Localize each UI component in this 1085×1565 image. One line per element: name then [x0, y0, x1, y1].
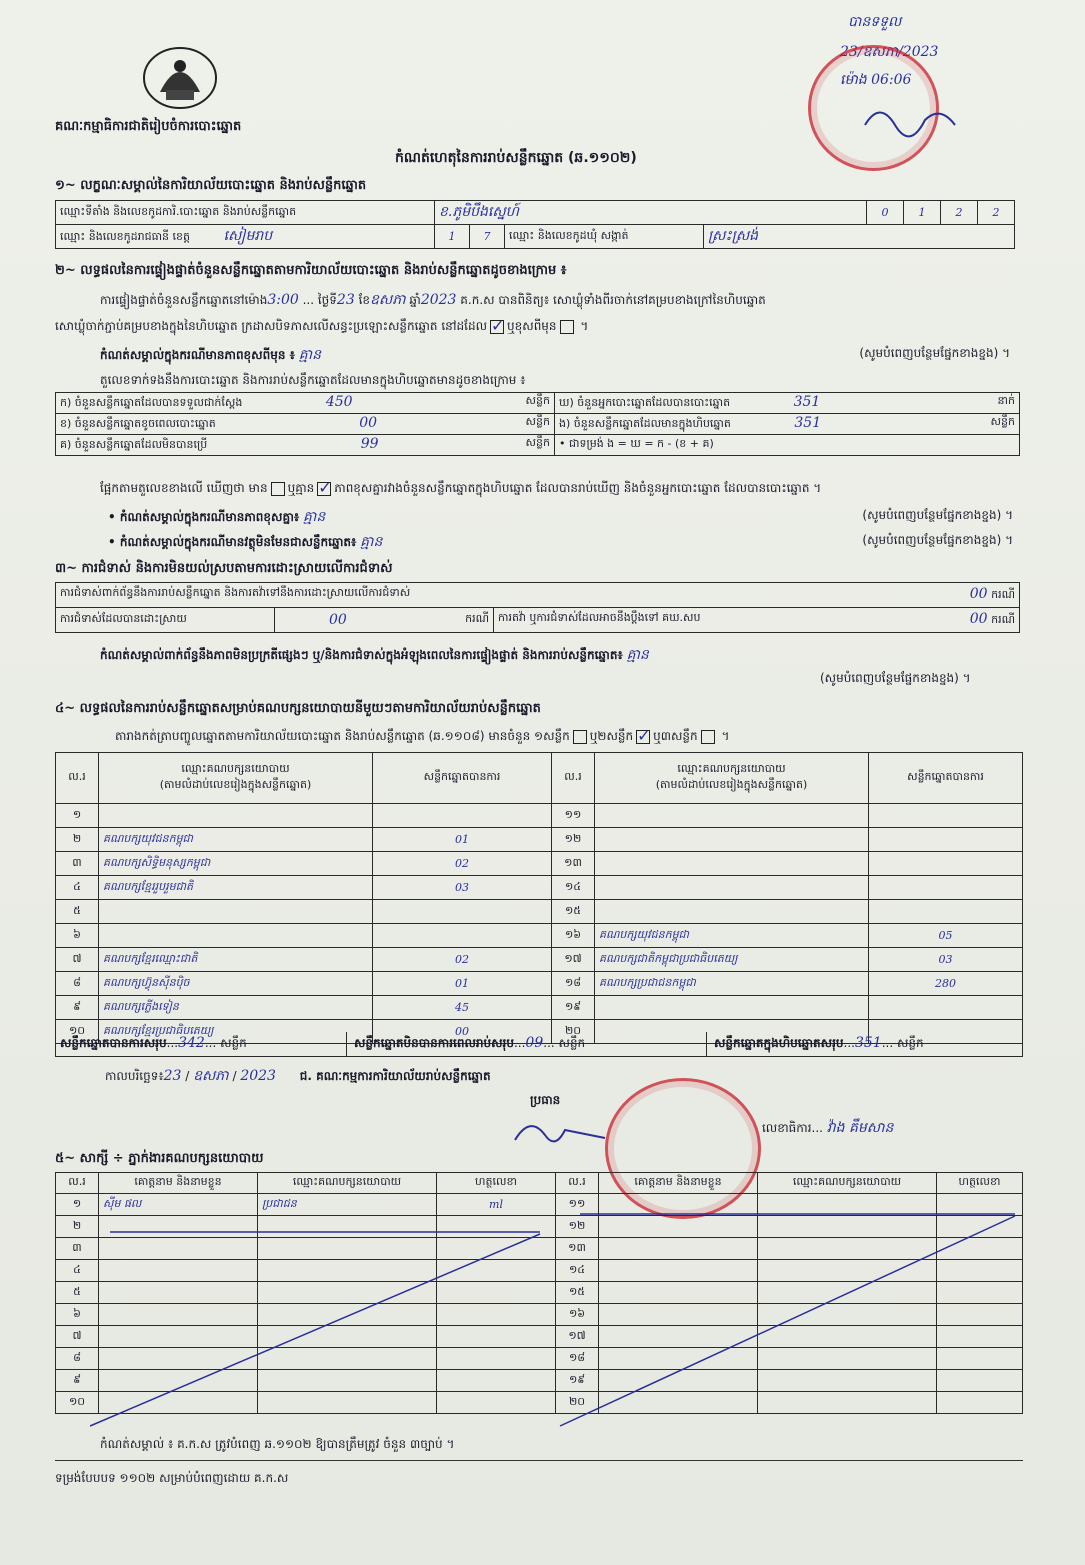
row-number: ១៣ [552, 852, 595, 876]
secretary-name: វ៉ាង គឹមសាន [826, 1120, 894, 1136]
row-number: ១១ [552, 804, 595, 828]
party-name [99, 804, 373, 828]
irregularity-note-value: គ្មាន [626, 647, 649, 663]
total-box-value: 351 [854, 1035, 882, 1051]
verify-line-2: សោឃ្លុំចាក់ភ្ជាប់គម្របខាងក្នុងនៃហិបឆ្នោត ក្រដាសបិទភាសលើសន្ធះប្រឡោះសន្លឹកឆ្នោត នៅដដែល✓ ឬខុសពីមុន ។ [55, 318, 1015, 336]
witness-party: ប្រជាជន [258, 1194, 437, 1216]
section4-heading: ៤~ លទ្ធផលនៃការរាប់សន្លឹកឆ្នោតសម្រាប់គណបក្សនយោបាយនីមួយៗតាមការិយាល័យរាប់សន្លឹកឆ្នោត [55, 701, 541, 716]
province-label: ឈ្មោះ និងលេខកូដរាជធានី ខេត្ត សៀមរាប [56, 225, 435, 249]
party-name [595, 852, 869, 876]
valid-votes [869, 828, 1023, 852]
location-value: ខ.ភូមិបឹងស្នេហ៍ [435, 201, 867, 225]
row-number: ១៣ [556, 1238, 599, 1260]
table-row [56, 996, 1023, 1020]
witness-signature: ml [437, 1194, 556, 1216]
row-number: ៣ [56, 852, 99, 876]
table-row [56, 876, 1023, 900]
chair-label: ប្រធាន [530, 1093, 561, 1107]
table-row [56, 852, 1023, 876]
party-name [595, 876, 869, 900]
valid-votes: 05 [869, 924, 1023, 948]
party-name [99, 924, 373, 948]
row-number: ១៩ [556, 1370, 599, 1392]
row-number: ១០ [56, 1020, 99, 1044]
valid-votes [869, 996, 1023, 1020]
date-line: កាលបរិច្ឆេទ៖23 / ឧសភា / 2023 ជ. គណៈកម្មការការិយាល័យរាប់សន្លឹកឆ្នោត [105, 1068, 491, 1084]
row-number: ៩ [56, 996, 99, 1020]
party-name [595, 996, 869, 1020]
no-difference-checkbox [317, 482, 331, 496]
footnote: កំណត់សម្គាល់ ៖ គ.ក.ស ត្រូវបំពេញ ឆ.១១០២ ឱ្យបានត្រឹមត្រូវ ចំនួន ៣ច្បាប់ ។ [100, 1437, 455, 1451]
fill-hint: (សូមបំពេញបន្ថែមផ្នែកខាងខ្នង) ។ [820, 671, 971, 685]
two-sheets-checkbox [636, 730, 650, 744]
form-title: កំណត់ហេតុនៃការរាប់សន្លឹកឆ្នោត (ឆ.១១០២) [395, 150, 637, 166]
province-value: សៀមរាប [223, 228, 273, 244]
party-name: គណបក្សជាតិកម្ពុជាប្រជាធិបតេយ្យ [595, 948, 869, 972]
section3-heading: ៣~ ការជំទាស់ និងការមិនយល់ស្របតាមការដោះស្រាយលើការជំទាស់ [55, 561, 393, 576]
valid-votes: 01 [373, 828, 552, 852]
table-row: ការជំទាស់ដែលបានដោះស្រាយ 00 ករណី ការតវ៉ា ឬការជំទាស់ដែលអាចនឹងប្តឹងទៅ គឃ.សប 00 ករណី [56, 608, 1020, 633]
results-table: ល.រ ឈ្មោះគណបក្សនយោបាយ (តាមលំដាប់លេខរៀងក្នុងសន្លឹកឆ្នោត) សន្លឹកឆ្នោតបានការ ល.រ ឈ្មោះគណបក្សនយោបាយ (តាមលំដាប់លេខរៀងក្នុងសន្លឹកឆ្នោត) សន្លឹកឆ្នោតបានការ ១ ១១ ២ គណបក្សយុវជនកម្ពុជា 01 ១២ ៣ គណបក្សសិទ្ធិមនុស្សកម្ពុជា 02 ១៣ ៤ គណបក្សខ្មែររួបរួមជាតិ 03 ១៤ ៥ ១៥ ៦ ១៦ គណបក្សយុវជនកម្ពុជា 05 ៧ គណបក្សខ្មែរឈ្មោះជាតិ 02 ១៧ គណបក្សជាតិកម្ពុជាប្រជាធិបតេយ្យ 03 ៨ គណបក្សហ៊្វុនស៊ីនប៉ិច 01 ១៨ គណបក្សប្រជាជនកម្ពុជា 280 ៩ គណបក្សភ្លើងទៀន 45 ១៩ ១០ គណបក្សខ្មែរប្រជាធិបតេយ្យ 00 ២០ [55, 752, 1023, 1044]
row-number: ៩ [56, 1370, 99, 1392]
row-number: ១៥ [556, 1282, 599, 1304]
row-number: ១៤ [556, 1260, 599, 1282]
row-number: ១ [56, 1194, 99, 1216]
party-name [595, 828, 869, 852]
witness-name: ស៊ីម ផល [99, 1194, 258, 1216]
total-invalid-value: 09 [525, 1035, 544, 1051]
figures-intro: តួលេខទាក់ទងនឹងការបោះឆ្នោត និងការរាប់សន្លឹកឆ្នោតដែលមានក្នុងហិបឆ្នោតមានដូចខាងក្រោម ៖ [100, 373, 526, 387]
complaints-value: 00 [969, 586, 988, 602]
row-number: ១០ [56, 1392, 99, 1414]
secretary-line: លេខាធិការ... វ៉ាង គឹមសាន [762, 1120, 894, 1136]
row-number: ១៤ [552, 876, 595, 900]
row-number: ៤ [56, 876, 99, 900]
valid-votes [869, 852, 1023, 876]
three-sheets-checkbox [701, 730, 715, 744]
signature-top [860, 95, 960, 145]
row-number: ៤ [56, 1260, 99, 1282]
row-number: ៥ [56, 1282, 99, 1304]
table-row: ខ) ចំនួនសន្លឹកឆ្នោតខូចពេលបោះឆ្នោត 00 សន្លឹក ង) ចំនួនសន្លឹកឆ្នោតដែលមានក្នុងហិបឆ្នោត 351 សន្លឹក [56, 414, 1020, 435]
code-digit: 2 [978, 201, 1015, 225]
party-name: គណបក្សភ្លើងទៀន [99, 996, 373, 1020]
verify-day: 23 [336, 292, 355, 308]
row-number: ២ [56, 828, 99, 852]
verify-year: 2023 [420, 292, 457, 308]
one-sheet-checkbox [573, 730, 587, 744]
row-number: ១ [56, 804, 99, 828]
row-number: ១៨ [556, 1348, 599, 1370]
valid-votes: 03 [373, 876, 552, 900]
has-difference-checkbox [271, 482, 285, 496]
party-name: គណបក្សយុវជនកម្ពុជា [99, 828, 373, 852]
received-ballots-value: 450 [325, 394, 353, 410]
form-footer: ទម្រង់បែបបទ ១១០២ សម្រាប់បំពេញដោយ គ.ក.ស [55, 1471, 289, 1485]
unused-ballots-value: 99 [360, 436, 379, 452]
section2-heading: ២~ លទ្ធផលនៃការផ្ទៀងផ្ទាត់ចំនួនសន្លឹកឆ្នោតតាមការិយាល័យបោះឆ្នោត និងរាប់សន្លឹកឆ្នោតដូចខាងក្រោម ៖ [55, 263, 567, 278]
complaints-table [55, 582, 1020, 633]
party-name [595, 900, 869, 924]
row-number: ១៦ [556, 1304, 599, 1326]
verify-note-value: គ្មាន [298, 347, 321, 363]
province-code-digit: 7 [470, 225, 505, 249]
party-name [99, 900, 373, 924]
commune-value: ស្រះស្រង់ [704, 225, 1015, 249]
row-number: ១៧ [556, 1326, 599, 1348]
row-number: ១៩ [552, 996, 595, 1020]
row-number: ៣ [56, 1238, 99, 1260]
difference-line: ផ្អែកតាមតួលេខខាងលើ ឃើញថា មាន ឬគ្មាន✓ ភាពខុសគ្នារវាងចំនួនសន្លឹកឆ្នោតក្នុងហិបឆ្នោត ដែលបានរាប់ឃើញ និងចំនួនអ្នកបោះឆ្នោត ដែលបានបោះឆ្នោត ។ [100, 480, 1020, 498]
object-note-value: គ្មាន [360, 534, 383, 550]
code-digit: 1 [904, 201, 941, 225]
verify-note-line: កំណត់សម្គាល់ក្នុងករណីមានភាពខុសពីមុន ៖ គ្មាន (សូមបំពេញបន្ថែមផ្នែកខាងខ្នង) ។ [100, 346, 1010, 363]
row-number: ៨ [56, 972, 99, 996]
table-row [56, 972, 1023, 996]
valid-votes [869, 876, 1023, 900]
row-number: ៨ [56, 1348, 99, 1370]
nec-emblem-icon [140, 42, 220, 112]
valid-votes [869, 804, 1023, 828]
figures-table [55, 392, 1020, 456]
table-row [56, 828, 1023, 852]
section5-heading: ៥~ សាក្សី ÷ ភ្នាក់ងារគណបក្សនយោបាយ [55, 1151, 264, 1166]
valid-votes [373, 900, 552, 924]
valid-votes: 01 [373, 972, 552, 996]
code-digit: 2 [941, 201, 978, 225]
table-row [56, 948, 1023, 972]
box-ballots-value: 351 [794, 415, 822, 431]
row-number: ៧ [56, 948, 99, 972]
row-number: ៦ [56, 924, 99, 948]
table-row: គ) ចំនួនសន្លឹកឆ្នោតដែលមិនបានប្រើ 99 សន្លឹក • ជាទម្រង់ ង = ឃ = ក - (ខ + គ) [56, 435, 1020, 456]
valid-votes [869, 900, 1023, 924]
row-number: ២០ [556, 1392, 599, 1414]
code-digit: 0 [867, 201, 904, 225]
irregularity-note: កំណត់សម្គាល់ពាក់ព័ន្ធនឹងភាពមិនប្រក្រតីផ្សេងៗ ឬ/និងការជំទាស់ក្នុងអំឡុងពេលនៃការផ្ទៀងផ្ទាត់ និងការរាប់សន្លឹកឆ្នោត៖ គ្មាន [100, 647, 649, 663]
same-checkbox [490, 320, 504, 334]
difference-note: • កំណត់សម្គាល់ក្នុងករណីមានភាពខុសគ្នា៖ គ្មាន (សូមបំពេញបន្ថែមផ្នែកខាងខ្នង) ។ [108, 508, 1013, 525]
committee-name: គណៈកម្មាធិការជាតិរៀបចំការបោះឆ្នោត [55, 119, 242, 134]
province-code-digit: 1 [435, 225, 470, 249]
party-name [595, 804, 869, 828]
section1-table [55, 200, 1015, 249]
row-number: ២០ [552, 1020, 595, 1044]
row-number: ១៧ [552, 948, 595, 972]
row-number: ៦ [56, 1304, 99, 1326]
party-name: គណបក្សខ្មែរឈ្មោះជាតិ [99, 948, 373, 972]
valid-votes: 00 [373, 1020, 552, 1044]
received-note: បានទទួល [848, 14, 902, 30]
row-number: ១៥ [552, 900, 595, 924]
party-name: គណបក្សសិទ្ធិមនុស្សកម្ពុជា [99, 852, 373, 876]
different-checkbox [560, 320, 574, 334]
verify-line-1: ការផ្ទៀងផ្ទាត់ចំនួនសន្លឹកឆ្នោតនៅម៉ោង3:00 ... ថ្ងៃទី23 ខែឧសភា ឆ្នាំ2023 គ.ក.ស បានពិនិត្យ៖ សោឃ្លុំទាំងពីរចាក់នៅគម្របខាងក្រៅនៃហិបឆ្នោត [100, 292, 766, 308]
row-number: ១២ [556, 1216, 599, 1238]
party-name: គណបក្សហ៊្វុនស៊ីនប៉ិច [99, 972, 373, 996]
received-time: ម៉ោង 06:06 [840, 72, 912, 88]
tally-sheets-line: តារាងកត់ត្រាបញ្ចូលឆ្នោតតាមការិយាល័យបោះឆ្នោត និងរាប់សន្លឹកឆ្នោត (ឆ.១១០៨) មានចំនួន ១សន្លឹក ឬ២សន្លឹក✓ ឬ៣សន្លឹក ។ [115, 728, 729, 746]
table-row: ការជំទាស់ពាក់ព័ន្ធនឹងការរាប់សន្លឹកឆ្នោត និងការតវ៉ាទៅនឹងការដោះស្រាយលើការជំទាស់ 00 ករណី [56, 583, 1020, 608]
row-number: ៧ [56, 1326, 99, 1348]
party-name: គណបក្សយុវជនកម្ពុជា [595, 924, 869, 948]
valid-votes [373, 924, 552, 948]
valid-votes: 280 [869, 972, 1023, 996]
witness-table: ល.រ គោត្តនាម និងនាមខ្លួន ឈ្មោះគណបក្សនយោបាយ ហត្ថលេខា ល.រ គោត្តនាម និងនាមខ្លួន ឈ្មោះគណបក្សនយោបាយ ហត្ថលេខា ១ ស៊ីម ផល ប្រជាជន ml ១១ ២ ១២ ៣ ១៣ ៤ ១៤ ៥ ១៥ ៦ ១៦ ៧ ១៧ ៨ ១៨ ៩ ១៩ ១០ ២០ [55, 1172, 1023, 1414]
party-name: គណបក្សខ្មែរប្រជាធិបតេយ្យ [99, 1020, 373, 1044]
valid-votes [373, 804, 552, 828]
valid-votes: 02 [373, 948, 552, 972]
party-name: គណបក្សខ្មែររួបរួមជាតិ [99, 876, 373, 900]
row-number: ១៦ [552, 924, 595, 948]
row-number: ១១ [556, 1194, 599, 1216]
object-note: • កំណត់សម្គាល់ក្នុងករណីមានវត្ថុមិនមែនជាសន្លឹកឆ្នោត៖ គ្មាន (សូមបំពេញបន្ថែមផ្នែកខាងខ្នង) ។ [108, 533, 1013, 550]
resolved-value: 00 [329, 612, 347, 628]
row-number: ១៨ [552, 972, 595, 996]
valid-votes: 02 [373, 852, 552, 876]
party-name: គណបក្សប្រជាជនកម្ពុជា [595, 972, 869, 996]
commune-label: ឈ្មោះ និងលេខកូដឃុំ សង្កាត់ [505, 225, 704, 249]
location-label: ឈ្មោះទីតាំង និងលេខកូដការិ.បោះឆ្នោត និងរាប់សន្លឹកឆ្នោត [56, 201, 435, 225]
difference-note-value: គ្មាន [302, 509, 326, 525]
section1-heading: ១~ លក្ខណៈសម្គាល់នៃការិយាល័យបោះឆ្នោត និងរាប់សន្លឹកឆ្នោត [55, 178, 367, 193]
valid-votes: 45 [373, 996, 552, 1020]
table-row [56, 900, 1023, 924]
strike-lines [90, 1212, 1023, 1428]
table-row [56, 804, 1023, 828]
received-date: 23/ឧសភា/2023 [840, 44, 939, 60]
voters-value: 351 [793, 394, 821, 410]
verify-time: 3:00 [267, 292, 299, 308]
table-row [56, 924, 1023, 948]
row-number: ១២ [552, 828, 595, 852]
row-number: ២ [56, 1216, 99, 1238]
appeal-value: 00 [969, 611, 988, 627]
row-number: ៥ [56, 900, 99, 924]
totals-row: សន្លឹកឆ្នោតបានការសរុប...342... សន្លឹក សន្លឹកឆ្នោតមិនបានការពេលរាប់សរុប...09... សន្លឹក សន្លឹកឆ្នោតក្នុងហិបឆ្នោតសរុប...351... សន្លឹក [55, 1032, 1023, 1057]
total-valid-value: 342 [178, 1035, 205, 1051]
table-row: ក) ចំនួនសន្លឹកឆ្នោតដែលបានទទួលជាក់ស្តែង 450 សន្លឹក ឃ) ចំនួនអ្នកបោះឆ្នោតដែលបានបោះឆ្នោត 351 នាក់ [56, 393, 1020, 414]
verify-month: ឧសភា [370, 292, 406, 308]
spoiled-ballots-value: 00 [359, 415, 378, 431]
chair-signature [505, 1110, 615, 1155]
valid-votes: 03 [869, 948, 1023, 972]
